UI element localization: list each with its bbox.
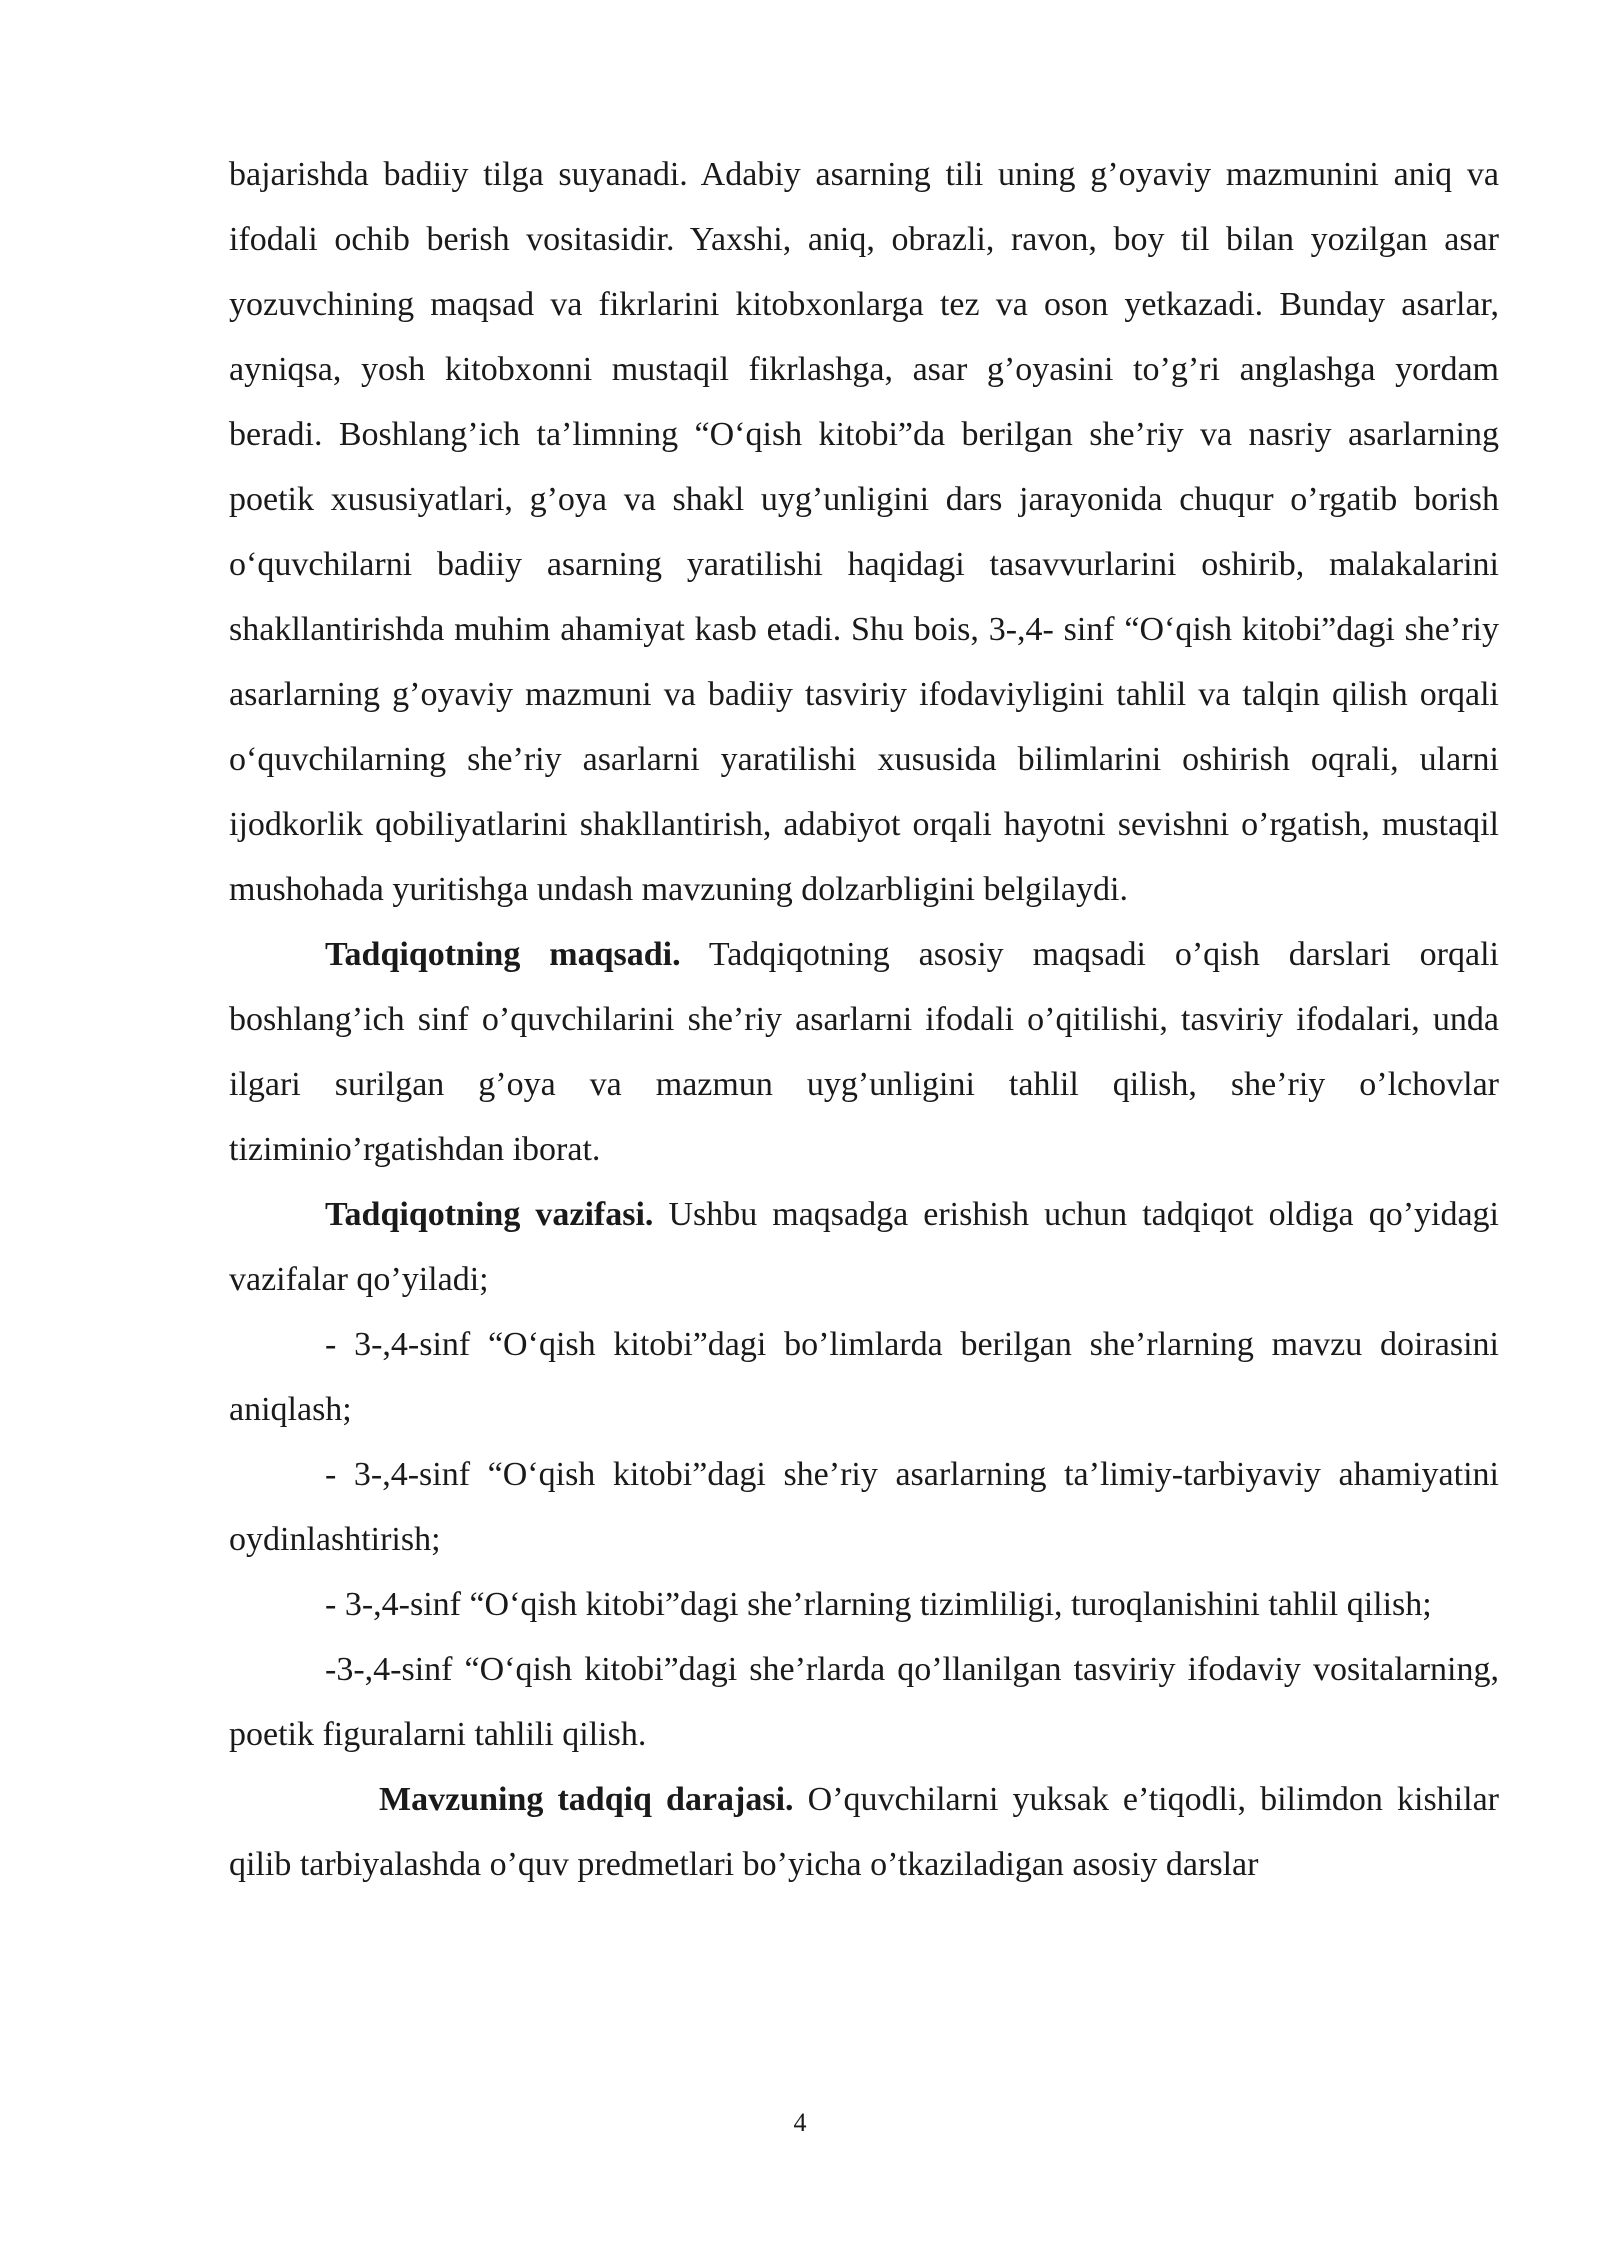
task-item-3: - 3-,4-sinf “O‘qish kitobi”dagi she’rlarning tizimliligi, turoqlanishini tahlil qilish; [325, 1586, 1432, 1623]
goal-heading: Tadqiqotning maqsadi. [325, 936, 681, 973]
task-item-4: -3-,4-sinf “O‘qish kitobi”dagi she’rlarda qo’llanilgan tasviriy ifodaviy vositalarning, poetik figuralarni tahlili qilish. [229, 1651, 1499, 1753]
task-item-2: - 3-,4-sinf “O‘qish kitobi”dagi she’riy asarlarning ta’limiy-tarbiyaviy ahamiyatini oydinlashtirish; [229, 1456, 1499, 1558]
goal-text: Tadqiqotning asosiy maqsadi o’qish darslari orqali boshlang’ich sinf o’quvchilarini she’riy asarlarni ifodali o’qitilishi, tasviriy ifodalari, unda ilgari surilgan g’oya va mazmun uyg’unligini tahlil qilish, she’riy o’lchovlar tiziminio’rgatishdan iborat. [229, 936, 1499, 1168]
tasks-heading: Tadqiqotning vazifasi. [325, 1196, 654, 1233]
paragraph-research-level [229, 1767, 1499, 1897]
research-level-text: O’quvchilarni yuksak e’tiqodli, bilimdon kishilar qilib tarbiyalashda o’quv predmetlari bo’yicha o’tkaziladigan asosiy darslar [229, 1781, 1499, 1883]
page-body [229, 142, 1499, 1897]
paragraph-goal [229, 922, 1499, 1182]
page-number: 4 [793, 2108, 807, 2137]
research-level-heading: Mavzuning tadqiq darajasi. [379, 1781, 794, 1818]
task-item-1: - 3-,4-sinf “O‘qish kitobi”dagi bo’limlarda berilgan she’rlarning mavzu doirasini aniqlash; [229, 1326, 1499, 1428]
paragraph-intro: bajarishda badiiy tilga suyanadi. Adabiy asarning tili uning g’oyaviy mazmunini aniq va ifodali ochib berish vositasidir. Yaxshi, aniq, obrazli, ravon, boy til bilan yozilgan asar yozuvchining maqsad va fikrlarini kitobxonlarga tez va oson yetkazadi. Bunday asarlar, ayniqsa, yosh kitobxonni mustaqil fikrlashga, asar g’oyasini to’g’ri anglashga yordam beradi. Boshlang’ich ta’limning “O‘qish kitobi”da berilgan she’riy va nasriy asarlarning poetik xususiyatlari, g’oya va shakl uyg’unligini dars jarayonida chuqur o’rgatib borish o‘quvchilarni badiiy asarning yaratilishi haqidagi tasavvurlarini oshirib, malakalarini shakllantirishda muhim ahamiyat kasb etadi. Shu bois, 3-,4- sinf “O‘qish kitobi”dagi she’riy asarlarning g’oyaviy mazmuni va badiiy tasviriy ifodaviyligini tahlil va talqin qilish orqali o‘quvchilarning she’riy asarlarni yaratilishi xususida bilimlarini oshirish oqrali, ularni ijodkorlik qobiliyatlarini shakllantirish, adabiyot orqali hayotni sevishni o’rgatish, mustaqil mushohada yuritishga undash mavzuning dolzarbligini belgilaydi. [229, 156, 1499, 908]
paragraph-tasks [229, 1182, 1499, 1312]
tasks-text: Ushbu maqsadga erishish uchun tadqiqot oldiga qo’yidagi vazifalar qo’yiladi; [229, 1196, 1499, 1298]
